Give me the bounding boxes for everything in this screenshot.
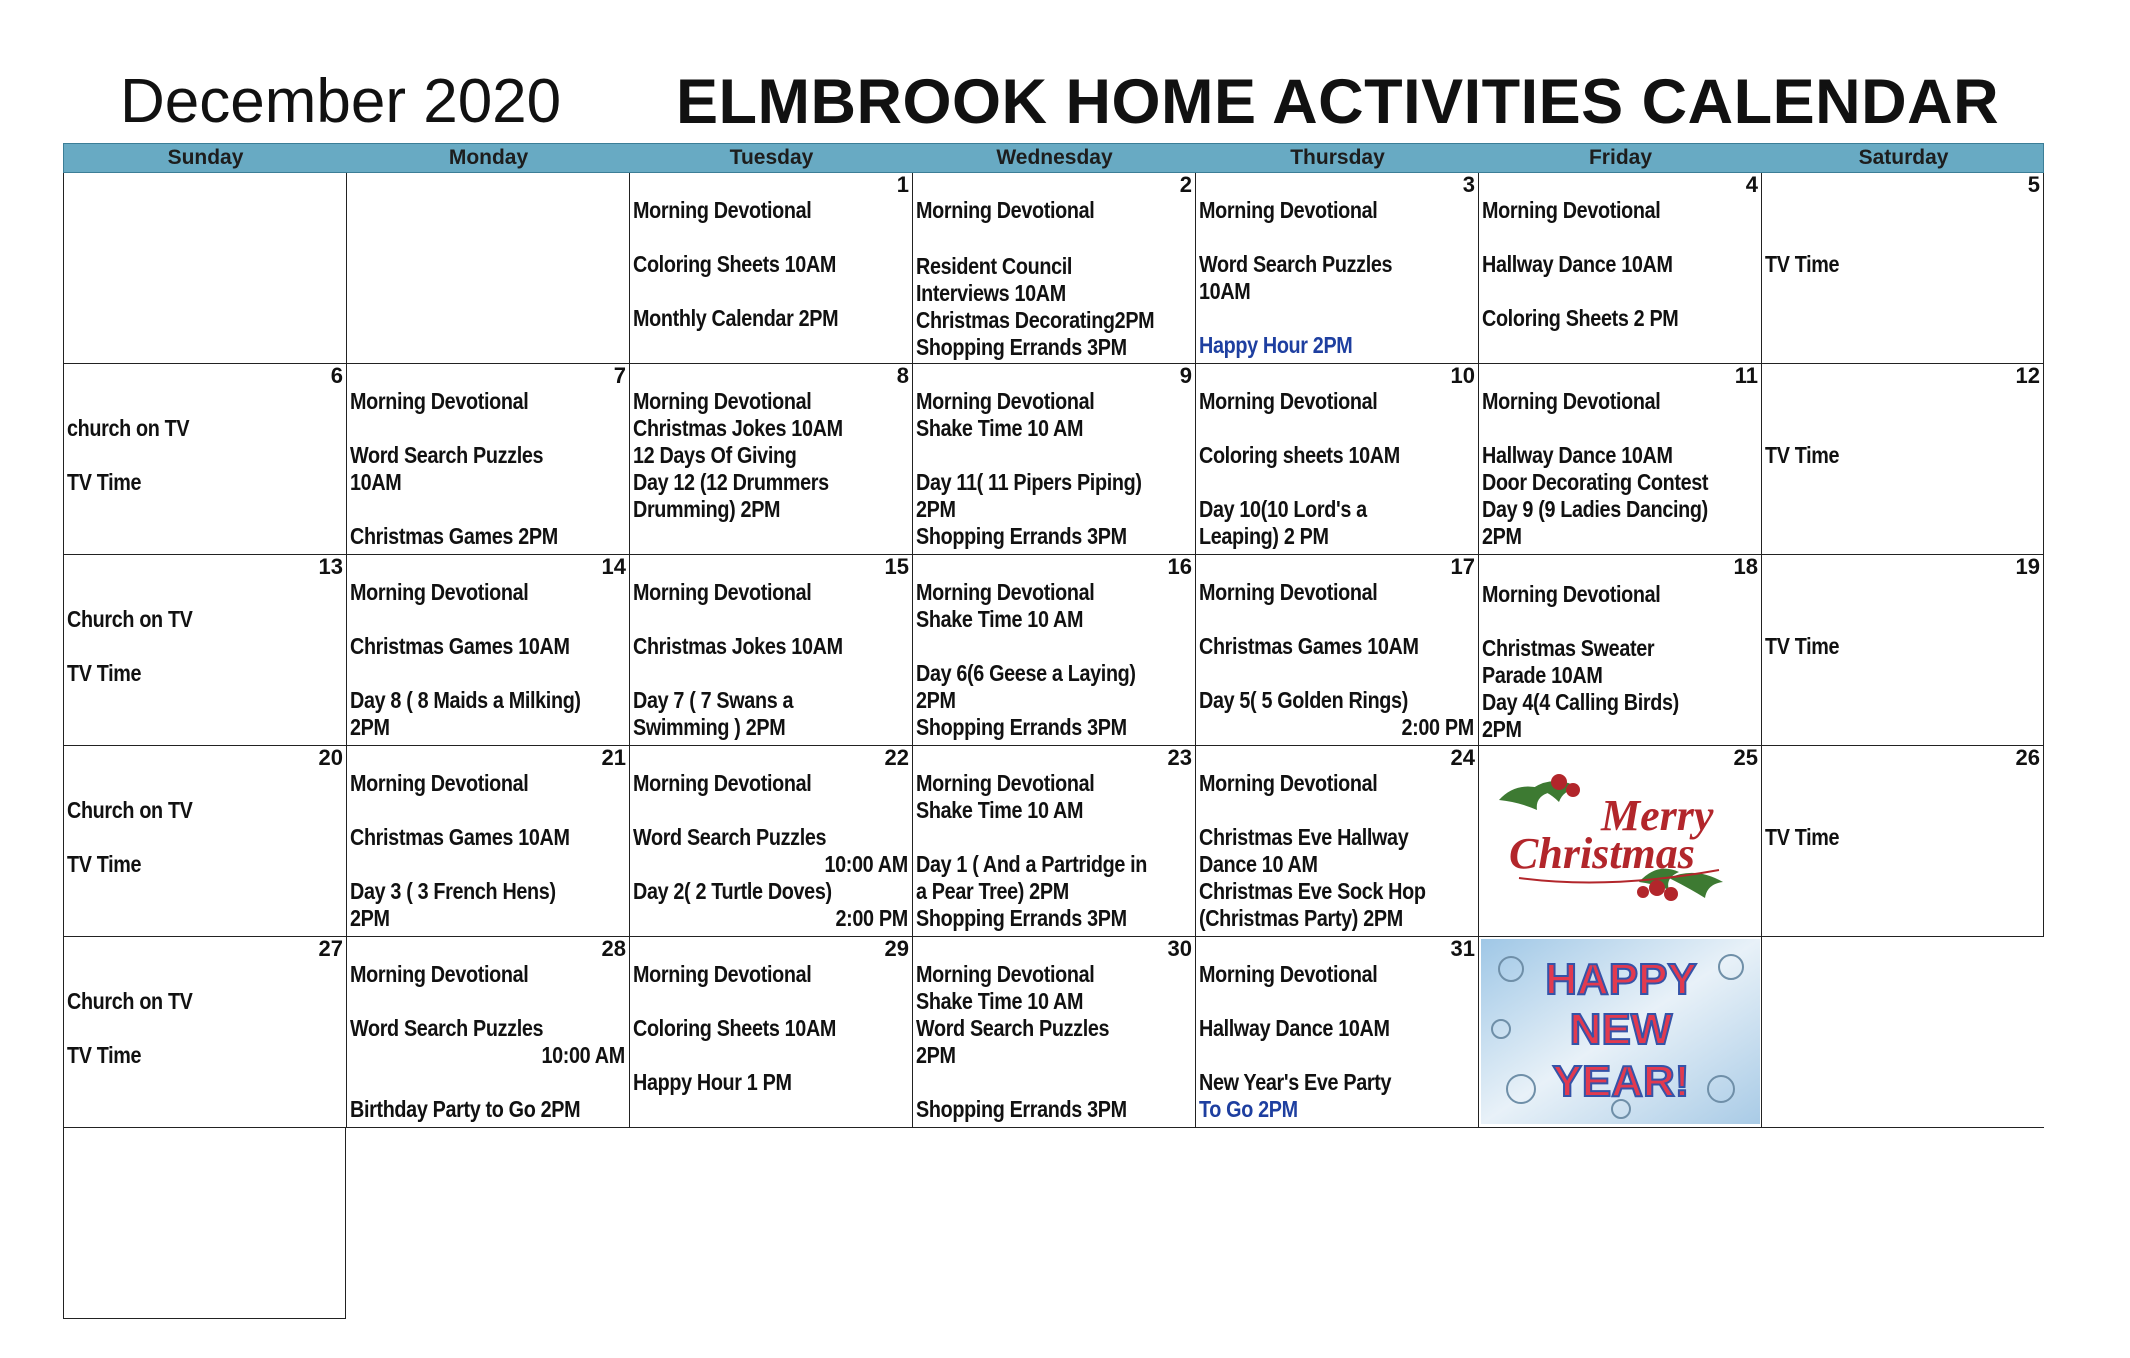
event: Church on TV: [67, 988, 193, 1014]
day-cell-19: [1761, 555, 2044, 746]
calendar-days: [63, 173, 2044, 1319]
event: Resident Council Interviews 10AM Christmas Decorating2PM Shopping Errands 3PM: [916, 253, 1155, 360]
weekday-wednesday: Wednesday: [996, 146, 1113, 169]
weekday-monday: Monday: [448, 146, 529, 169]
event: Shopping Errands 3PM: [916, 1096, 1127, 1122]
event: church on TV: [67, 415, 190, 441]
day-cell-25: [1478, 746, 1761, 937]
event: Hallway Dance 10AM Door Decorating Contest Day 9 (9 Ladies Dancing) 2PM: [1482, 442, 1709, 549]
event: Morning Devotional: [916, 197, 1095, 223]
happy-new-year-image: [1481, 939, 1760, 1124]
day-cell-14: [346, 555, 629, 746]
new-text: NEW: [1569, 1005, 1673, 1054]
day-cell-20: [63, 746, 346, 937]
day-cell-16: [912, 555, 1195, 746]
event: TV Time: [67, 660, 142, 686]
event-highlight: Happy Hour 2PM: [1199, 332, 1353, 358]
day-number: 26: [2015, 746, 2040, 770]
event-highlight: To Go 2PM: [1199, 1096, 1298, 1122]
event: Christmas Games 2PM: [350, 523, 558, 549]
event: Day 8 ( 8 Maids a Milking) 2PM: [350, 687, 581, 740]
event: Day 2( 2 Turtle Doves): [633, 878, 832, 904]
christmas-text: Christmas: [1509, 829, 1695, 878]
day-number: 16: [1167, 555, 1192, 579]
day-cell-10: [1195, 364, 1478, 555]
event: Morning Devotional: [1482, 388, 1661, 414]
weekday-tuesday: Tuesday: [729, 146, 814, 169]
day-cell-30: [912, 937, 1195, 1128]
happy-text: HAPPY: [1545, 955, 1697, 1004]
event: Christmas Games 10AM: [350, 824, 570, 850]
day-number: 28: [601, 937, 626, 961]
event: Word Search Puzzles: [350, 1015, 544, 1041]
event: Christmas Sweater Parade 10AM Day 4(4 Calling Birds) 2PM: [1482, 635, 1679, 742]
event: Hallway Dance 10AM: [1482, 251, 1673, 277]
day-number: 2: [1179, 173, 1192, 197]
day-cell-21: [346, 746, 629, 937]
day-cell-1: [629, 173, 912, 364]
event: Day 11( 11 Pipers Piping) 2PM Shopping Errands 3PM: [916, 469, 1142, 549]
day-number: 30: [1167, 937, 1192, 961]
event: TV Time: [1765, 251, 1840, 277]
event: Word Search Puzzles 10AM: [1199, 251, 1393, 304]
event: Day 7 ( 7 Swans a Swimming ) 2PM: [633, 687, 794, 740]
day-number: 15: [884, 555, 909, 579]
event: Morning Devotional: [1482, 581, 1661, 607]
day-number: 23: [1167, 746, 1192, 770]
day-cell-18: [1478, 555, 1761, 746]
day-number: 17: [1450, 555, 1475, 579]
event: Morning Devotional: [633, 197, 812, 223]
day-number: 22: [884, 746, 909, 770]
day-cell-12: [1761, 364, 2044, 555]
day-number: 20: [318, 746, 343, 770]
event: New Year's Eve Party: [1199, 1069, 1392, 1095]
event: Church on TV: [67, 606, 193, 632]
day-cell-27: [63, 937, 346, 1128]
weekday-saturday: Saturday: [1858, 146, 1949, 169]
event-time: 2:00 PM: [1401, 714, 1474, 740]
event: Birthday Party to Go 2PM: [350, 1096, 581, 1122]
day-number: 7: [613, 364, 626, 388]
event: Happy Hour 1 PM: [633, 1069, 792, 1095]
event: Morning Devotional: [1482, 197, 1661, 223]
day-cell-9: [912, 364, 1195, 555]
event: Morning Devotional Shake Time 10 AM: [916, 579, 1095, 632]
event: Morning Devotional: [633, 961, 812, 987]
event: Morning Devotional: [350, 961, 529, 987]
event: Morning Devotional Shake Time 10 AM: [916, 388, 1095, 441]
event: TV Time: [67, 469, 142, 495]
event: Morning Devotional: [350, 388, 529, 414]
event: Day 6(6 Geese a Laying) 2PM Shopping Errands 3PM: [916, 660, 1136, 740]
event: Morning Devotional: [633, 770, 812, 796]
event: Day 10(10 Lord's a Leaping) 2 PM: [1199, 496, 1367, 549]
day-number: 19: [2015, 555, 2040, 579]
event: Christmas Games 10AM: [350, 633, 570, 659]
day-cell-empty: [346, 173, 629, 364]
event: Morning Devotional: [1199, 197, 1378, 223]
year-text: YEAR!: [1552, 1057, 1690, 1106]
event: Coloring Sheets 2 PM: [1482, 305, 1679, 331]
day-cell-7: [346, 364, 629, 555]
day-cell-31: [1195, 937, 1478, 1128]
day-number: 29: [884, 937, 909, 961]
event: Morning Devotional: [1199, 388, 1378, 414]
day-number: 13: [318, 555, 343, 579]
day-cell-8: [629, 364, 912, 555]
weekday-thursday: Thursday: [1290, 146, 1385, 169]
event: Morning Devotional: [1199, 579, 1378, 605]
day-number: 27: [318, 937, 343, 961]
event: Christmas Eve Hallway Dance 10 AM Christmas Eve Sock Hop (Christmas Party) 2PM: [1199, 824, 1426, 931]
day-number: 4: [1745, 173, 1758, 197]
event: Coloring sheets 10AM: [1199, 442, 1400, 468]
day-number: 9: [1179, 364, 1192, 388]
event: Morning Devotional: [633, 579, 812, 605]
day-number: 24: [1450, 746, 1475, 770]
day-cell-29: [629, 937, 912, 1128]
event: Day 5( 5 Golden Rings): [1199, 687, 1408, 713]
day-cell-empty: [63, 173, 346, 364]
day-cell-15: [629, 555, 912, 746]
day-number: 18: [1733, 555, 1758, 579]
event: Coloring Sheets 10AM: [633, 251, 837, 277]
event-time: 2:00 PM: [835, 905, 908, 931]
day-cell-26: [1761, 746, 2044, 937]
day-cell-2: [912, 173, 1195, 364]
day-number: 1: [896, 173, 909, 197]
event: Morning Devotional: [1199, 770, 1378, 796]
event: TV Time: [67, 851, 142, 877]
weekday-sunday: Sunday: [167, 146, 244, 169]
day-cell-11: [1478, 364, 1761, 555]
merry-text: Merry: [1601, 791, 1714, 840]
event: Morning Devotional Shake Time 10 AM Word Search Puzzles 2PM: [916, 961, 1110, 1068]
day-cell-22: [629, 746, 912, 937]
event: Morning Devotional Shake Time 10 AM: [916, 770, 1095, 823]
day-number: 5: [2027, 173, 2040, 197]
event: Morning Devotional: [1199, 961, 1378, 987]
month-title: December 2020: [120, 67, 562, 136]
day-number: 6: [330, 364, 343, 388]
happy-new-year-cell: [1478, 937, 1761, 1128]
event-time: 10:00 AM: [824, 851, 908, 877]
day-number: 12: [2015, 364, 2040, 388]
day-number: 3: [1462, 173, 1475, 197]
day-cell-6: [63, 364, 346, 555]
day-cell-23: [912, 746, 1195, 937]
day-cell-empty: [1761, 937, 2044, 1128]
event: Christmas Games 10AM: [1199, 633, 1419, 659]
event: TV Time: [1765, 824, 1840, 850]
event: Word Search Puzzles 10AM: [350, 442, 544, 495]
event: Church on TV: [67, 797, 193, 823]
day-cell-4: [1478, 173, 1761, 364]
day-number: 10: [1450, 364, 1475, 388]
event: Day 1 ( And a Partridge in a Pear Tree) 2PM Shopping Errands 3PM: [916, 851, 1148, 931]
event: Morning Devotional: [350, 579, 529, 605]
event: Word Search Puzzles: [633, 824, 827, 850]
calendar-grid: [63, 143, 2044, 1319]
day-cell-3: [1195, 173, 1478, 364]
event: Morning Devotional: [350, 770, 529, 796]
event: Morning Devotional Christmas Jokes 10AM 12 Days Of Giving Day 12 (12 Drummers Drumming) 2PM: [633, 388, 843, 522]
event: Day 3 ( 3 French Hens) 2PM: [350, 878, 556, 931]
day-number: 14: [601, 555, 626, 579]
day-number: 11: [1734, 364, 1758, 388]
merry-christmas-image: [1489, 760, 1749, 910]
event: Monthly Calendar 2PM: [633, 305, 839, 331]
day-cell-5: [1761, 173, 2044, 364]
calendar-title: ELMBROOK HOME ACTIVITIES CALENDAR: [676, 67, 2000, 137]
day-cell-empty: [63, 1128, 346, 1319]
event: TV Time: [1765, 442, 1840, 468]
day-cell-17: [1195, 555, 1478, 746]
event: Hallway Dance 10AM: [1199, 1015, 1390, 1041]
event: Coloring Sheets 10AM: [633, 1015, 837, 1041]
day-cell-24: [1195, 746, 1478, 937]
day-number: 31: [1450, 937, 1475, 961]
day-number: 25: [1733, 746, 1758, 770]
event: Christmas Jokes 10AM: [633, 633, 843, 659]
day-number: 21: [601, 746, 626, 770]
event: TV Time: [1765, 633, 1840, 659]
weekday-header: [63, 143, 2044, 173]
event-time: 10:00 AM: [541, 1042, 625, 1068]
day-cell-28: [346, 937, 629, 1128]
day-cell-13: [63, 555, 346, 746]
day-number: 8: [896, 364, 909, 388]
weekday-friday: Friday: [1588, 146, 1653, 169]
event: TV Time: [67, 1042, 142, 1068]
